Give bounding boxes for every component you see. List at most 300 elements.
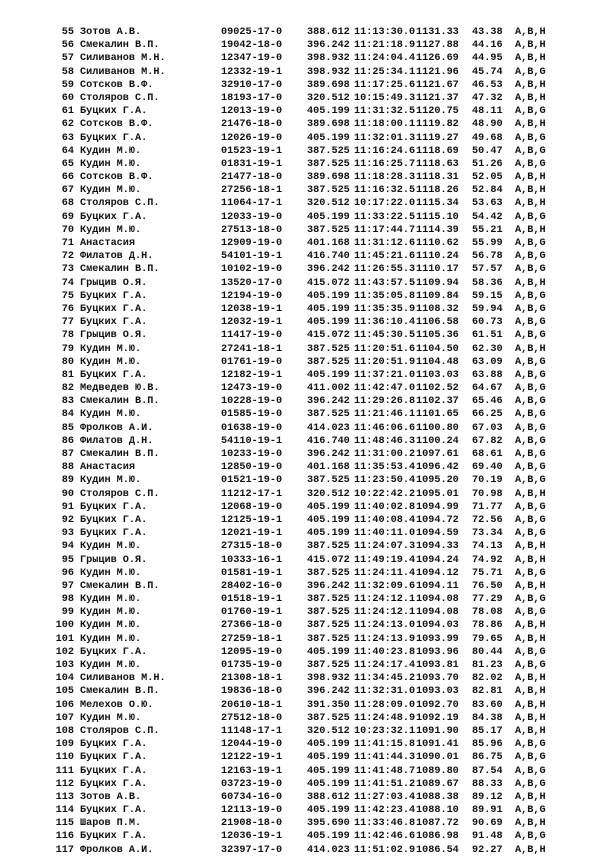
table-row bbox=[0, 26, 600, 39]
rank-number: 99 bbox=[61, 607, 74, 619]
arrival-time: 11:13:30.0 bbox=[354, 27, 416, 38]
participant-name: Кудин М.Ю. bbox=[80, 343, 142, 355]
participant-name: Буцких Г.А. bbox=[80, 514, 148, 526]
coefficient-value: 74.13 bbox=[472, 541, 503, 553]
ring-code: 01523-19-1 bbox=[221, 145, 283, 157]
participant-name: Мелехов О.Ю. bbox=[80, 699, 154, 711]
ring-code: 12909-19-0 bbox=[221, 238, 283, 249]
category-tags: A,B,G bbox=[515, 501, 546, 513]
arrival-time: 11:35:53.4 bbox=[354, 462, 416, 474]
arrival-time: 11:24:13.0 bbox=[354, 620, 416, 632]
arrival-time: 11:34:45.2 bbox=[354, 673, 416, 685]
speed-value: 1094.99 bbox=[416, 501, 459, 513]
coefficient-value: 91.48 bbox=[472, 831, 503, 843]
arrival-time: 11:45:21.6 bbox=[354, 251, 416, 263]
table-row bbox=[0, 712, 600, 725]
category-tags: A,B,G bbox=[515, 264, 546, 276]
participant-name: Смекалин В.П. bbox=[80, 396, 160, 408]
category-tags: A,B,G bbox=[515, 462, 546, 474]
arrival-time: 11:18:28.3 bbox=[354, 172, 416, 184]
participant-name: Кудин М.Ю. bbox=[80, 567, 142, 579]
coefficient-value: 71.77 bbox=[472, 501, 503, 513]
category-tags: A,B,H bbox=[515, 633, 546, 645]
arrival-time: 11:16:25.7 bbox=[354, 158, 416, 170]
participant-name: Кудин М.Ю. bbox=[80, 712, 142, 724]
coefficient-value: 78.08 bbox=[472, 607, 503, 619]
table-row bbox=[0, 765, 600, 778]
rank-number: 80 bbox=[61, 356, 74, 368]
rank-number: 72 bbox=[61, 251, 74, 263]
participant-name: Кудин М.Ю. bbox=[80, 607, 142, 619]
category-tags: A,B,G bbox=[515, 514, 546, 526]
participant-name: Буцких Г.А. bbox=[80, 739, 148, 751]
coefficient-value: 80.44 bbox=[472, 646, 503, 658]
arrival-time: 11:48:46.3 bbox=[354, 435, 416, 447]
coefficient-value: 77.29 bbox=[472, 594, 503, 606]
distance-value: 405.199 bbox=[307, 765, 350, 777]
participant-name: Филатов Д.Н. bbox=[80, 435, 154, 447]
category-tags: A,B,G bbox=[515, 660, 546, 671]
table-row bbox=[0, 224, 600, 237]
participant-name: Буцких Г.А. bbox=[80, 805, 148, 817]
arrival-time: 11:24:17.4 bbox=[354, 660, 416, 671]
participant-name: Буцких Г.А. bbox=[80, 528, 148, 540]
rank-number: 62 bbox=[61, 119, 74, 131]
ring-code: 54101-19-1 bbox=[221, 251, 283, 263]
arrival-time: 11:35:35.9 bbox=[354, 303, 416, 315]
arrival-time: 11:32:31.0 bbox=[354, 686, 416, 698]
table-row bbox=[0, 751, 600, 764]
table-row bbox=[0, 39, 600, 52]
coefficient-value: 53.63 bbox=[472, 198, 503, 210]
table-row bbox=[0, 316, 600, 329]
distance-value: 387.525 bbox=[307, 343, 350, 355]
rank-number: 61 bbox=[61, 106, 74, 118]
category-tags: A,B,H bbox=[515, 686, 546, 698]
category-tags: A,B,G bbox=[515, 356, 546, 368]
ring-code: 01521-19-0 bbox=[221, 475, 283, 487]
participant-name: Кудин М.Ю. bbox=[80, 145, 142, 157]
arrival-time: 11:51:02.9 bbox=[354, 844, 416, 856]
rank-number: 98 bbox=[61, 594, 74, 606]
arrival-time: 11:24:12.1 bbox=[354, 594, 416, 606]
category-tags: A,B,H bbox=[515, 620, 546, 632]
ring-code: 09025-17-0 bbox=[221, 27, 283, 38]
speed-value: 1095.20 bbox=[416, 475, 459, 487]
distance-value: 387.525 bbox=[307, 594, 350, 606]
rank-number: 73 bbox=[61, 264, 74, 276]
table-row bbox=[0, 778, 600, 791]
category-tags: A,B,H bbox=[515, 554, 546, 566]
coefficient-value: 59.15 bbox=[472, 290, 503, 302]
category-tags: A,B,H bbox=[515, 818, 546, 830]
coefficient-value: 48.90 bbox=[472, 119, 503, 131]
category-tags: A,B,G bbox=[515, 449, 546, 460]
speed-value: 1118.26 bbox=[416, 185, 459, 197]
category-tags: A,B,G bbox=[515, 330, 546, 342]
distance-value: 415.072 bbox=[307, 554, 350, 566]
distance-value: 415.072 bbox=[307, 277, 350, 289]
ring-code: 12095-19-0 bbox=[221, 646, 283, 658]
distance-value: 415.072 bbox=[307, 330, 350, 342]
ring-code: 03723-19-0 bbox=[221, 778, 283, 790]
ring-code: 12038-19-1 bbox=[221, 303, 283, 315]
table-row bbox=[0, 672, 600, 685]
rank-number: 81 bbox=[61, 369, 74, 381]
ring-code: 21908-18-0 bbox=[221, 818, 283, 830]
distance-value: 396.242 bbox=[307, 264, 350, 276]
category-tags: A,B,G bbox=[515, 317, 546, 329]
category-tags: A,B,H bbox=[515, 185, 546, 197]
rank-number: 89 bbox=[61, 475, 74, 487]
category-tags: A,B,G bbox=[515, 528, 546, 540]
distance-value: 405.199 bbox=[307, 132, 350, 144]
category-tags: A,B,H bbox=[515, 224, 546, 236]
participant-name: Кудин М.Ю. bbox=[80, 475, 142, 487]
participant-name: Фролков А.И. bbox=[80, 844, 154, 856]
arrival-time: 11:17:25.6 bbox=[354, 79, 416, 91]
coefficient-value: 68.61 bbox=[472, 449, 503, 460]
rank-number: 116 bbox=[55, 831, 74, 843]
ring-code: 12850-19-0 bbox=[221, 462, 283, 474]
rank-number: 85 bbox=[61, 422, 74, 434]
coefficient-value: 49.68 bbox=[472, 132, 503, 144]
rank-number: 67 bbox=[61, 185, 74, 197]
category-tags: A,B,G bbox=[515, 132, 546, 144]
arrival-time: 11:43:57.5 bbox=[354, 277, 416, 289]
coefficient-value: 89.12 bbox=[472, 791, 503, 803]
coefficient-value: 70.19 bbox=[472, 475, 503, 487]
arrival-time: 11:36:10.4 bbox=[354, 317, 416, 329]
participant-name: Сотсков В.Ф. bbox=[80, 79, 154, 91]
rank-number: 60 bbox=[61, 92, 74, 104]
rank-number: 100 bbox=[55, 620, 74, 632]
distance-value: 387.525 bbox=[307, 712, 350, 724]
arrival-time: 11:24:07.3 bbox=[354, 541, 416, 553]
coefficient-value: 82.81 bbox=[472, 686, 503, 698]
speed-value: 1092.19 bbox=[416, 712, 459, 724]
distance-value: 320.512 bbox=[307, 198, 350, 210]
participant-name: Кудин М.Ю. bbox=[80, 660, 142, 671]
speed-value: 1120.75 bbox=[416, 106, 459, 118]
distance-value: 396.242 bbox=[307, 40, 350, 52]
ring-code: 12032-19-1 bbox=[221, 317, 283, 329]
table-row bbox=[0, 277, 600, 290]
category-tags: A,B,G bbox=[515, 422, 546, 434]
arrival-time: 11:37:21.0 bbox=[354, 369, 416, 381]
participant-name: Буцких Г.А. bbox=[80, 211, 148, 223]
coefficient-value: 50.47 bbox=[472, 145, 503, 157]
distance-value: 414.023 bbox=[307, 422, 350, 434]
rank-number: 56 bbox=[61, 40, 74, 52]
speed-value: 1118.69 bbox=[416, 145, 459, 157]
rank-number: 70 bbox=[61, 224, 74, 236]
arrival-time: 11:23:50.4 bbox=[354, 475, 416, 487]
speed-value: 1110.17 bbox=[416, 264, 459, 276]
table-row bbox=[0, 52, 600, 65]
distance-value: 405.199 bbox=[307, 290, 350, 302]
speed-value: 1126.69 bbox=[416, 53, 459, 65]
participant-name: Буцких Г.А. bbox=[80, 831, 148, 843]
ring-code: 27512-18-0 bbox=[221, 712, 283, 724]
speed-value: 1094.11 bbox=[416, 580, 459, 592]
speed-value: 1097.61 bbox=[416, 449, 459, 460]
category-tags: A,B,G bbox=[515, 238, 546, 249]
table-row bbox=[0, 474, 600, 487]
participant-name: Кудин М.Ю. bbox=[80, 158, 142, 170]
table-row bbox=[0, 540, 600, 553]
coefficient-value: 65.46 bbox=[472, 396, 503, 408]
speed-value: 1102.52 bbox=[416, 383, 459, 395]
coefficient-value: 90.69 bbox=[472, 818, 503, 830]
rank-number: 57 bbox=[61, 53, 74, 65]
category-tags: A,B,G bbox=[515, 158, 546, 170]
ring-code: 21476-18-0 bbox=[221, 119, 283, 131]
ring-code: 20610-18-1 bbox=[221, 699, 283, 711]
coefficient-value: 83.60 bbox=[472, 699, 503, 711]
rank-number: 58 bbox=[61, 66, 74, 78]
participant-name: Столяров С.П. bbox=[80, 725, 160, 737]
participant-name: Зотов А.В. bbox=[80, 791, 142, 803]
table-row bbox=[0, 369, 600, 382]
distance-value: 388.612 bbox=[307, 27, 350, 38]
speed-value: 1121.37 bbox=[416, 92, 459, 104]
rank-number: 82 bbox=[61, 383, 74, 395]
rank-number: 117 bbox=[55, 844, 74, 856]
coefficient-value: 43.38 bbox=[472, 27, 503, 38]
ring-code: 10333-16-1 bbox=[221, 554, 283, 566]
category-tags: A,B,G bbox=[515, 383, 546, 395]
category-tags: A,B,H bbox=[515, 92, 546, 104]
rank-number: 104 bbox=[55, 673, 74, 685]
table-row bbox=[0, 435, 600, 448]
coefficient-value: 81.23 bbox=[472, 660, 503, 671]
participant-name: Шаров П.М. bbox=[80, 818, 142, 830]
ring-code: 12182-19-1 bbox=[221, 369, 283, 381]
participant-name: Буцких Г.А. bbox=[80, 778, 148, 790]
table-row bbox=[0, 422, 600, 435]
ring-code: 11148-17-1 bbox=[221, 725, 283, 737]
arrival-time: 11:24:11.4 bbox=[354, 567, 416, 579]
distance-value: 387.525 bbox=[307, 567, 350, 579]
table-row bbox=[0, 118, 600, 131]
coefficient-value: 44.95 bbox=[472, 53, 503, 65]
participant-name: Анастасия bbox=[80, 238, 136, 249]
arrival-time: 11:41:51.2 bbox=[354, 778, 416, 790]
speed-value: 1094.33 bbox=[416, 541, 459, 553]
distance-value: 405.199 bbox=[307, 778, 350, 790]
participant-name: Кудин М.Ю. bbox=[80, 620, 142, 632]
ring-code: 12163-19-1 bbox=[221, 765, 283, 777]
rank-number: 84 bbox=[61, 409, 74, 421]
participant-name: Анастасия bbox=[80, 462, 136, 474]
arrival-time: 10:23:32.1 bbox=[354, 725, 416, 737]
ring-code: 27366-18-0 bbox=[221, 620, 283, 632]
distance-value: 396.242 bbox=[307, 396, 350, 408]
table-row bbox=[0, 382, 600, 395]
category-tags: A,B,H bbox=[515, 119, 546, 131]
rank-number: 109 bbox=[55, 739, 74, 751]
coefficient-value: 88.33 bbox=[472, 778, 503, 790]
coefficient-value: 63.09 bbox=[472, 356, 503, 368]
category-tags: A,B,G bbox=[515, 739, 546, 751]
distance-value: 414.023 bbox=[307, 844, 350, 856]
distance-value: 389.698 bbox=[307, 119, 350, 131]
category-tags: A,B,G bbox=[515, 805, 546, 817]
distance-value: 405.199 bbox=[307, 501, 350, 513]
table-row bbox=[0, 66, 600, 79]
ring-code: 01581-19-1 bbox=[221, 567, 283, 579]
ring-code: 01585-19-0 bbox=[221, 409, 283, 421]
rank-number: 107 bbox=[55, 712, 74, 724]
arrival-time: 11:17:44.7 bbox=[354, 224, 416, 236]
participant-name: Буцких Г.А. bbox=[80, 369, 148, 381]
category-tags: A,B,H bbox=[515, 172, 546, 184]
speed-value: 1103.03 bbox=[416, 369, 459, 381]
ring-code: 12125-19-1 bbox=[221, 514, 283, 526]
arrival-time: 11:28:09.0 bbox=[354, 699, 416, 711]
rank-number: 71 bbox=[61, 238, 74, 249]
participant-name: Медведев Ю.В. bbox=[80, 383, 160, 395]
arrival-time: 11:20:51.6 bbox=[354, 343, 416, 355]
coefficient-value: 55.99 bbox=[472, 238, 503, 249]
category-tags: A,B,G bbox=[515, 752, 546, 764]
speed-value: 1110.24 bbox=[416, 251, 459, 263]
rank-number: 66 bbox=[61, 172, 74, 184]
speed-value: 1094.08 bbox=[416, 594, 459, 606]
speed-value: 1091.90 bbox=[416, 725, 459, 737]
category-tags: A,B,H bbox=[515, 53, 546, 65]
ring-code: 60734-16-0 bbox=[221, 791, 283, 803]
category-tags: A,B,H bbox=[515, 844, 546, 856]
distance-value: 387.525 bbox=[307, 185, 350, 197]
arrival-time: 11:31:12.6 bbox=[354, 238, 416, 249]
coefficient-value: 73.34 bbox=[472, 528, 503, 540]
participant-name: Кудин М.Ю. bbox=[80, 185, 142, 197]
table-row bbox=[0, 184, 600, 197]
rank-number: 87 bbox=[61, 449, 74, 460]
table-row bbox=[0, 395, 600, 408]
rank-number: 88 bbox=[61, 462, 74, 474]
participant-name: Смекалин В.П. bbox=[80, 40, 160, 52]
category-tags: A,B,G bbox=[515, 251, 546, 263]
rank-number: 101 bbox=[55, 633, 74, 645]
participant-name: Грыцив О.Я. bbox=[80, 277, 148, 289]
category-tags: A,B,H bbox=[515, 580, 546, 592]
table-row bbox=[0, 250, 600, 263]
arrival-time: 11:27:03.4 bbox=[354, 791, 416, 803]
table-row bbox=[0, 237, 600, 250]
rank-number: 76 bbox=[61, 303, 74, 315]
rank-number: 112 bbox=[55, 778, 74, 790]
distance-value: 387.525 bbox=[307, 607, 350, 619]
arrival-time: 11:31:32.5 bbox=[354, 106, 416, 118]
coefficient-value: 72.56 bbox=[472, 514, 503, 526]
speed-value: 1119.82 bbox=[416, 119, 459, 131]
coefficient-value: 66.25 bbox=[472, 409, 503, 421]
speed-value: 1093.81 bbox=[416, 660, 459, 671]
participant-name: Буцких Г.А. bbox=[80, 765, 148, 777]
participant-name: Буцких Г.А. bbox=[80, 501, 148, 513]
ring-code: 11417-19-0 bbox=[221, 330, 283, 342]
speed-value: 1102.37 bbox=[416, 396, 459, 408]
distance-value: 387.525 bbox=[307, 356, 350, 368]
rank-number: 65 bbox=[61, 158, 74, 170]
category-tags: A,B,G bbox=[515, 567, 546, 579]
coefficient-value: 48.11 bbox=[472, 106, 503, 118]
category-tags: A,B,G bbox=[515, 145, 546, 157]
table-row bbox=[0, 580, 600, 593]
coefficient-value: 60.73 bbox=[472, 317, 503, 329]
speed-value: 1100.24 bbox=[416, 435, 459, 447]
category-tags: A,B,G bbox=[515, 409, 546, 421]
table-row bbox=[0, 488, 600, 501]
coefficient-value: 85.96 bbox=[472, 739, 503, 751]
distance-value: 387.525 bbox=[307, 409, 350, 421]
coefficient-value: 79.65 bbox=[472, 633, 503, 645]
participant-name: Буцких Г.А. bbox=[80, 317, 148, 329]
coefficient-value: 44.16 bbox=[472, 40, 503, 52]
distance-value: 405.199 bbox=[307, 303, 350, 315]
ring-code: 01638-19-0 bbox=[221, 422, 283, 434]
rank-number: 113 bbox=[55, 791, 74, 803]
speed-value: 1108.32 bbox=[416, 303, 459, 315]
arrival-time: 11:33:22.5 bbox=[354, 211, 416, 223]
ring-code: 12033-19-0 bbox=[221, 211, 283, 223]
ring-code: 12347-19-0 bbox=[221, 53, 283, 65]
speed-value: 1101.65 bbox=[416, 409, 459, 421]
rank-number: 92 bbox=[61, 514, 74, 526]
participant-name: Филатов Д.Н. bbox=[80, 251, 154, 263]
ring-code: 01760-19-1 bbox=[221, 607, 283, 619]
table-row bbox=[0, 501, 600, 514]
rank-number: 86 bbox=[61, 435, 74, 447]
distance-value: 405.199 bbox=[307, 752, 350, 764]
distance-value: 395.690 bbox=[307, 818, 350, 830]
coefficient-value: 59.94 bbox=[472, 303, 503, 315]
coefficient-value: 64.67 bbox=[472, 383, 503, 395]
coefficient-value: 82.02 bbox=[472, 673, 503, 685]
category-tags: A,B,G bbox=[515, 475, 546, 487]
table-row bbox=[0, 633, 600, 646]
speed-value: 1091.41 bbox=[416, 739, 459, 751]
speed-value: 1104.48 bbox=[416, 356, 459, 368]
arrival-time: 11:21:18.9 bbox=[354, 40, 416, 52]
coefficient-value: 85.17 bbox=[472, 725, 503, 737]
rank-number: 103 bbox=[55, 660, 74, 671]
table-row bbox=[0, 171, 600, 184]
distance-value: 405.199 bbox=[307, 211, 350, 223]
participant-name: Силиванов М.Н. bbox=[80, 53, 166, 65]
participant-name: Столяров С.П. bbox=[80, 198, 160, 210]
ring-code: 12021-19-1 bbox=[221, 528, 283, 540]
category-tags: A,B,G bbox=[515, 778, 546, 790]
rank-number: 64 bbox=[61, 145, 74, 157]
speed-value: 1095.01 bbox=[416, 488, 459, 500]
arrival-time: 11:24:13.9 bbox=[354, 633, 416, 645]
arrival-time: 11:45:30.5 bbox=[354, 330, 416, 342]
ring-code: 21308-18-1 bbox=[221, 673, 283, 685]
table-row bbox=[0, 79, 600, 92]
distance-value: 401.168 bbox=[307, 238, 350, 249]
arrival-time: 11:41:15.8 bbox=[354, 739, 416, 751]
speed-value: 1105.36 bbox=[416, 330, 459, 342]
table-row bbox=[0, 554, 600, 567]
speed-value: 1114.39 bbox=[416, 224, 459, 236]
table-row bbox=[0, 593, 600, 606]
category-tags: A,B,H bbox=[515, 277, 546, 289]
rank-number: 79 bbox=[61, 343, 74, 355]
